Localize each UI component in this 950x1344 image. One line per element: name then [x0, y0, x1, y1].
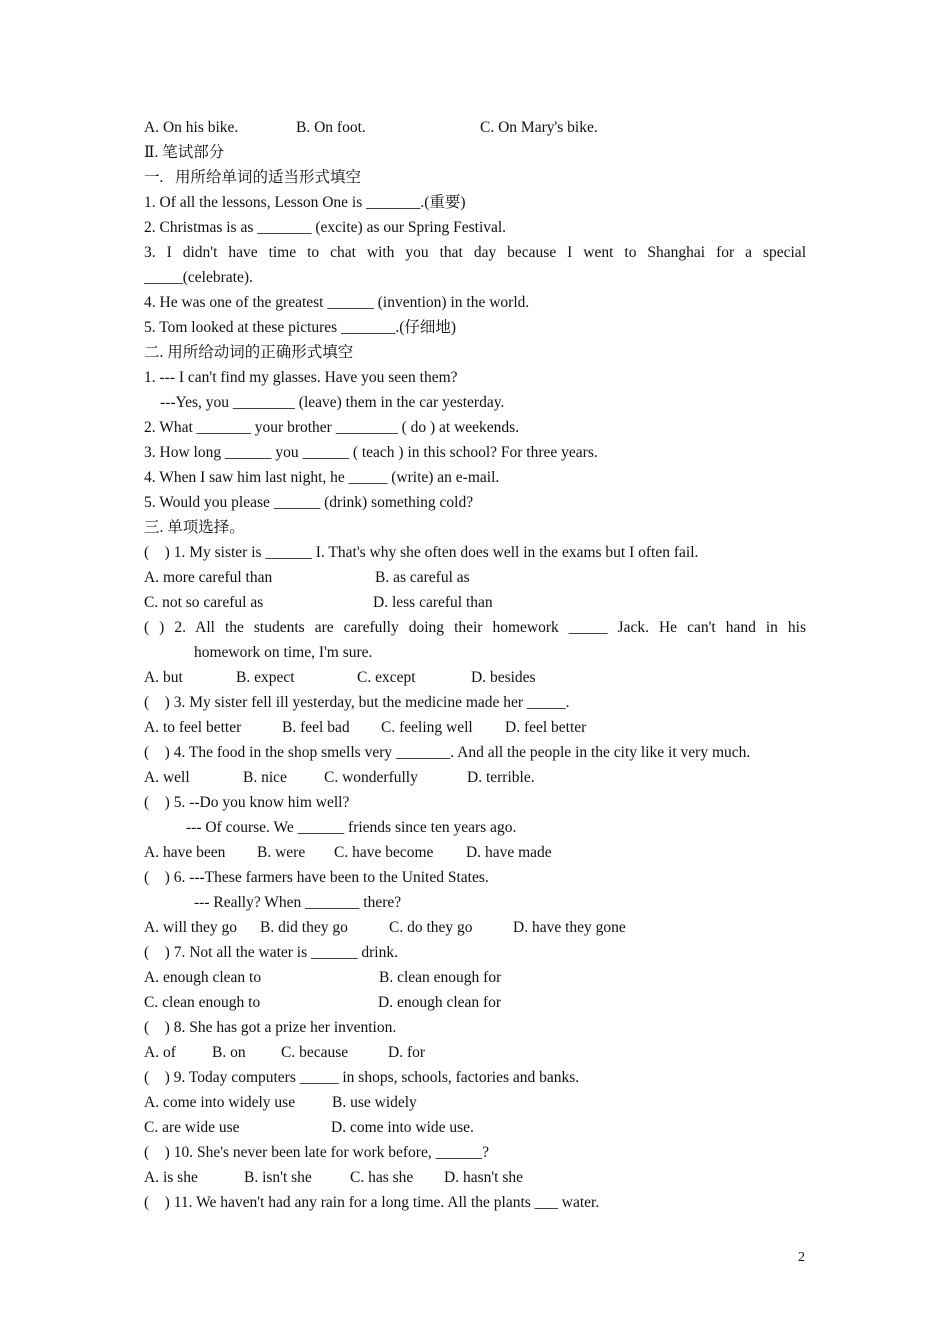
choice-b: B. did they go	[260, 919, 348, 936]
choice-a: A. more careful than	[144, 569, 273, 586]
choice-d: D. for	[388, 1044, 426, 1061]
choice-b: B. on	[212, 1044, 246, 1061]
choice-row	[144, 566, 470, 590]
choice-c: C. clean enough to	[144, 994, 261, 1011]
question-stem: ( ) 7. Not all the water is ______ drink.	[144, 944, 398, 961]
choice-b: B. as careful as	[375, 569, 470, 586]
choice-a: A. is she	[144, 1169, 198, 1186]
choice-row	[144, 916, 626, 940]
question-stem-continued: homework on time, I'm sure.	[194, 644, 373, 661]
choice-a: A. of	[144, 1044, 176, 1061]
part1-heading: 一. 用所给单词的适当形式填空	[144, 169, 362, 186]
choice-c: C. wonderfully	[324, 769, 418, 786]
choice-b: B. feel bad	[282, 719, 350, 736]
choice-b: B. clean enough for	[379, 969, 502, 986]
option-c: C. On Mary's bike.	[480, 119, 598, 136]
question-stem: ( ) 8. She has got a prize her invention.	[144, 1019, 397, 1036]
choice-c: C. except	[357, 669, 416, 686]
choice-row	[144, 841, 552, 865]
choice-c: C. do they go	[389, 919, 473, 936]
choice-row	[144, 1116, 474, 1140]
choice-b: B. were	[257, 844, 306, 861]
part1-item: 1. Of all the lessons, Lesson One is _______.(重要)	[144, 194, 466, 211]
choice-d: D. enough clean for	[378, 994, 502, 1011]
choice-d: D. have made	[466, 844, 552, 861]
choice-d: D. have they gone	[513, 919, 626, 936]
part1-item: 2. Christmas is as _______ (excite) as our Spring Festival.	[144, 219, 507, 236]
page-number: 2	[798, 1250, 805, 1265]
choice-row	[144, 991, 502, 1015]
question-stem: ( ) 3. My sister fell ill yesterday, but the medicine made her _____.	[144, 694, 570, 711]
choice-row	[144, 591, 493, 615]
option-row	[144, 116, 598, 140]
question-stem: ( ) 9. Today computers _____ in shops, schools, factories and banks.	[144, 1069, 580, 1086]
question-stem: ( ) 6. ---These farmers have been to the United States.	[144, 869, 489, 886]
choice-c: C. have become	[334, 844, 434, 861]
choice-a: A. will they go	[144, 919, 237, 936]
choice-b: B. expect	[236, 669, 295, 686]
choice-c: C. because	[281, 1044, 349, 1061]
part2-item: 3. How long ______ you ______ ( teach ) in this school? For three years.	[144, 444, 598, 461]
choice-d: D. hasn't she	[444, 1169, 523, 1186]
choice-row	[144, 666, 536, 690]
part2-item: 1. --- I can't find my glasses. Have you seen them?	[144, 369, 458, 386]
choice-a: A. have been	[144, 844, 226, 861]
question-stem: ( ) 4. The food in the shop smells very _______. And all the people in the city like it very much.	[144, 744, 751, 761]
choice-d: D. feel better	[505, 719, 587, 736]
part1-item: 4. He was one of the greatest ______ (invention) in the world.	[144, 294, 530, 311]
choice-a: A. well	[144, 769, 190, 786]
choice-b: B. isn't she	[244, 1169, 312, 1186]
part1-item-continued: _____(celebrate).	[144, 269, 253, 286]
choice-a: A. but	[144, 669, 183, 686]
part2-item: 4. When I saw him last night, he _____ (write) an e-mail.	[144, 469, 500, 486]
choice-a: A. enough clean to	[144, 969, 262, 986]
option-a: A. On his bike.	[144, 119, 239, 136]
question-stem: ( ) 10. She's never been late for work before, ______?	[144, 1144, 489, 1161]
part1-item: 3. I didn't have time to chat with you that day because I went to Shanghai for a special	[144, 244, 806, 261]
choice-row	[144, 1041, 426, 1065]
choice-a: A. come into widely use	[144, 1094, 296, 1111]
part3-heading: 三. 单项选择。	[144, 519, 245, 536]
question-stem-continued: --- Really? When _______ there?	[194, 894, 402, 911]
choice-c: C. are wide use	[144, 1119, 240, 1136]
choice-d: D. come into wide use.	[331, 1119, 474, 1136]
question-stem: ( ) 2. All the students are carefully doing their homework _____ Jack. He can't hand in his	[144, 619, 806, 636]
choice-b: B. use widely	[332, 1094, 417, 1111]
choice-row	[144, 1091, 417, 1115]
choice-d: D. besides	[471, 669, 536, 686]
part2-item: 2. What _______ your brother ________ ( do ) at weekends.	[144, 419, 520, 436]
choice-b: B. nice	[243, 769, 287, 786]
question-stem: ( ) 11. We haven't had any rain for a long time. All the plants ___ water.	[144, 1194, 600, 1211]
question-stem-continued: --- Of course. We ______ friends since ten years ago.	[186, 819, 517, 836]
choice-a: A. to feel better	[144, 719, 242, 736]
option-b: B. On foot.	[296, 119, 366, 136]
part2-item: 5. Would you please ______ (drink) something cold?	[144, 494, 474, 511]
choice-row	[144, 766, 535, 790]
question-stem: ( ) 5. --Do you know him well?	[144, 794, 350, 811]
choice-d: D. terrible.	[467, 769, 535, 786]
part2-item-continued: ---Yes, you ________ (leave) them in the car yesterday.	[160, 394, 505, 411]
choice-row	[144, 966, 502, 990]
choice-c: C. not so careful as	[144, 594, 264, 611]
part2-heading: 二. 用所给动词的正确形式填空	[144, 344, 354, 361]
part1-item: 5. Tom looked at these pictures _______.(仔细地)	[144, 319, 457, 336]
section-heading: Ⅱ. 笔试部分	[144, 144, 225, 161]
question-stem: ( ) 1. My sister is ______ I. That's why she often does well in the exams but I often fail.	[144, 544, 699, 561]
choice-c: C. feeling well	[381, 719, 473, 736]
choice-d: D. less careful than	[373, 594, 493, 611]
choice-c: C. has she	[350, 1169, 414, 1186]
choice-row	[144, 1166, 523, 1190]
choice-row	[144, 716, 587, 740]
